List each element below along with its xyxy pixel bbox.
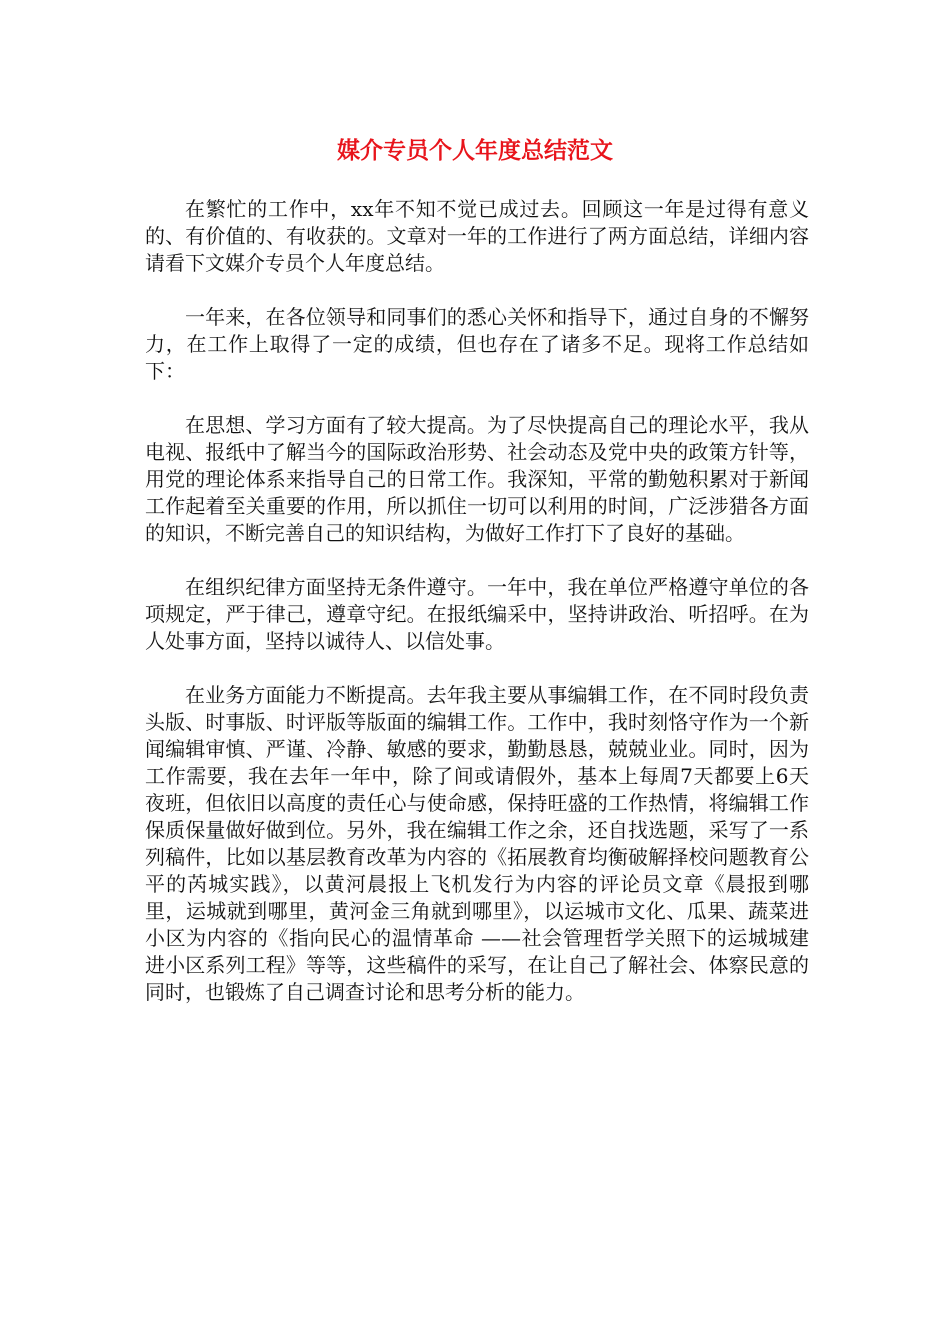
document-body xyxy=(145,196,809,1033)
paragraph-discipline: 在组织纪律方面坚持无条件遵守。一年中，我在单位严格遵守单位的各项规定，严于律己，遵章守纪。在报纸编采中，坚持讲政治、听招呼。在为人处事方面，坚持以诚待人、以信处事。 xyxy=(145,575,809,653)
paragraph-business: 在业务方面能力不断提高。去年我主要从事编辑工作，在不同时段负责头版、时事版、时评版等版面的编辑工作。工作中，我时刻恪守作为一个新闻编辑审慎、严谨、冷静、敏感的要求，勤勤恳恳，兢兢业业。同时，因为工作需要，我在去年一年中，除了间或请假外，基本上每周7天都要上6天夜班，但依旧以高度的责任心与使命感，保持旺盛的工作热情，将编辑工作保质保量做好做到位。另外，我在编辑工作之余，还自找选题，采写了一系列稿件，比如以基层教育改革为内容的《拓展教育均衡破解择校问题教育公平的芮城实践》，以黄河晨报上飞机发行为内容的评论员文章《晨报到哪里，运城就到哪里，黄河金三角就到哪里》，以运城市文化、瓜果、蔬菜进小区为内容的《指向民心的温情革命 ——社会管理哲学关照下的运城城建进小区系列工程》等等，这些稿件的采写，在让自己了解社会、体察民意的同时，也锻炼了自己调查讨论和思考分析的能力。 xyxy=(145,683,809,1004)
paragraph-intro: 在繁忙的工作中，xx年不知不觉已成过去。回顾这一年是过得有意义的、有价值的、有收获的。文章对一年的工作进行了两方面总结，详细内容请看下文媒介专员个人年度总结。 xyxy=(145,197,809,275)
paragraph-study: 在思想、学习方面有了较大提高。为了尽快提高自己的理论水平，我从电视、报纸中了解当今的国际政治形势、社会动态及党中央的政策方针等，用党的理论体系来指导自己的日常工作。我深知，平常的勤勉积累对于新闻工作起着至关重要的作用，所以抓住一切可以利用的时间，广泛涉猎各方面的知识，不断完善自己的知识结构，为做好工作打下了良好的基础。 xyxy=(145,413,809,545)
paragraph-overview: 一年来，在各位领导和同事们的悉心关怀和指导下，通过自身的不懈努力，在工作上取得了一定的成绩，但也存在了诸多不足。现将工作总结如下： xyxy=(145,305,809,383)
document-title: 媒介专员个人年度总结范文 xyxy=(337,138,613,164)
